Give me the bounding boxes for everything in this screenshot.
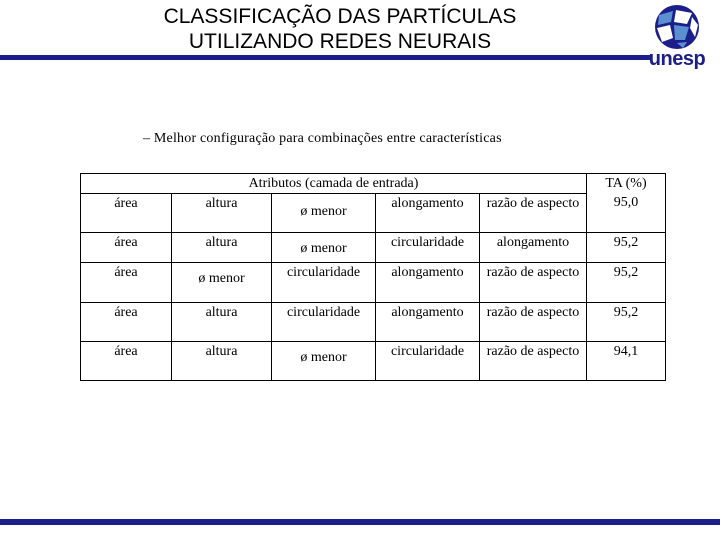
cell-attribute: alongamento xyxy=(480,233,587,263)
table-header-row xyxy=(81,174,666,194)
table-row xyxy=(81,342,666,381)
cell-attribute: altura xyxy=(172,194,272,233)
cell-area: área xyxy=(81,233,172,263)
cell-area: área xyxy=(81,263,172,303)
ta-header: TA (%) xyxy=(605,176,647,191)
attributes-header: Atributos (camada de entrada) xyxy=(81,174,587,194)
unesp-logo xyxy=(640,2,714,74)
cell-attribute: razão de aspecto xyxy=(480,194,587,233)
cell-attribute: circularidade xyxy=(376,342,480,381)
table-row xyxy=(81,194,666,233)
header-divider xyxy=(0,55,650,60)
cell-ta: 95,2 xyxy=(587,263,666,303)
cell-ta: 94,1 xyxy=(587,342,666,381)
cell-attribute: razão de aspecto xyxy=(480,342,587,381)
logo-wordmark: unesp xyxy=(648,48,706,70)
cell-attribute: ø menor xyxy=(272,342,376,381)
cell-attribute: circularidade xyxy=(272,303,376,342)
cell-ta: 95,2 xyxy=(587,233,666,263)
cell-attribute: ø menor xyxy=(272,194,376,233)
cell-attribute: altura xyxy=(172,303,272,342)
title-line-1: CLASSIFICAÇÃO DAS PARTÍCULAS xyxy=(163,5,517,28)
ta-header-cell xyxy=(587,174,666,233)
cell-attribute: alongamento xyxy=(376,263,480,303)
cell-attribute: razão de aspecto xyxy=(480,303,587,342)
cell-attribute: razão de aspecto xyxy=(480,263,587,303)
table-row xyxy=(81,233,666,263)
footer-divider xyxy=(0,519,720,525)
cell-attribute: altura xyxy=(172,233,272,263)
cell-area: área xyxy=(81,342,172,381)
cell-attribute: circularidade xyxy=(376,233,480,263)
cell-attribute: ø menor xyxy=(172,263,272,303)
table-row xyxy=(81,263,666,303)
cell-attribute: circularidade xyxy=(272,263,376,303)
cell-attribute: ø menor xyxy=(272,233,376,263)
cell-attribute: alongamento xyxy=(376,303,480,342)
cell-ta: 95,2 xyxy=(587,303,666,342)
cell-area: área xyxy=(81,194,172,233)
cell-attribute: alongamento xyxy=(376,194,480,233)
cell-area: área xyxy=(81,303,172,342)
attributes-table xyxy=(80,173,666,381)
slide-title xyxy=(60,4,620,54)
table-row xyxy=(81,303,666,342)
title-line-2: UTILIZANDO REDES NEURAIS xyxy=(188,30,492,53)
ta-value: 95,0 xyxy=(613,195,639,210)
cell-attribute: altura xyxy=(172,342,272,381)
globe-icon xyxy=(640,2,714,52)
table-caption: – Melhor configuração para combinações entre características xyxy=(143,131,502,146)
